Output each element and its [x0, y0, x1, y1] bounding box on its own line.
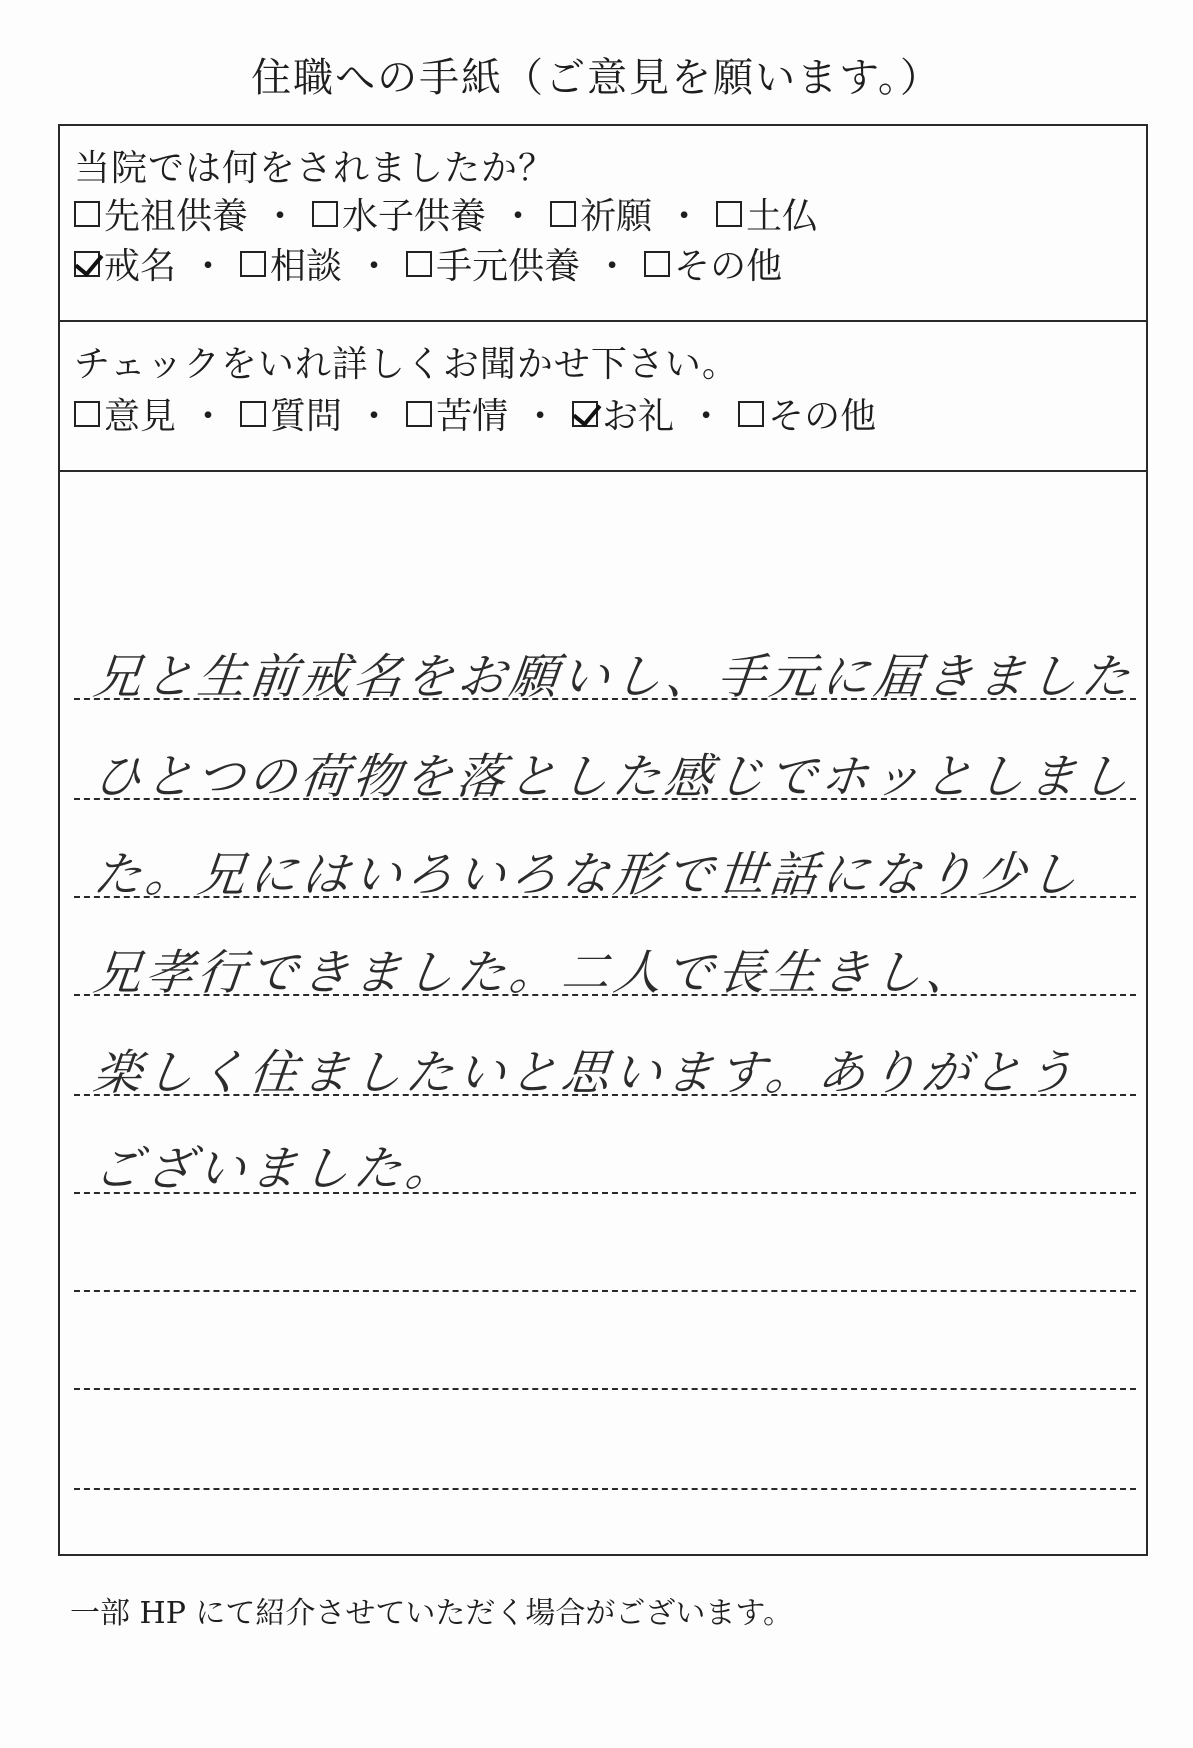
feedback-question: チェックをいれ詳しくお聞かせ下さい。 [74, 344, 739, 385]
checkbox-checked[interactable] [74, 251, 100, 277]
message-line-1: 兄と生前戒名をお願いし、手元に届きました [90, 649, 1137, 705]
option-kigan[interactable]: 祈願 [550, 188, 652, 239]
option-sonota-2[interactable]: その他 [738, 388, 876, 439]
option-senzo-kuyou[interactable]: 先祖供養 [74, 188, 248, 239]
ruled-line [74, 1388, 1136, 1390]
checkbox[interactable] [74, 401, 100, 427]
message-line-3: た。兄にはいろいろな形で世話になり少し [90, 847, 1085, 903]
message-line-6: ございました。 [90, 1141, 461, 1197]
checkbox[interactable] [716, 201, 742, 227]
checkbox-checked[interactable] [572, 401, 598, 427]
service-question: 当院では何をされましたか？ [74, 148, 556, 189]
message-line-5: 楽しく住ましたいと思います。ありがとう [90, 1045, 1081, 1101]
option-soudan[interactable]: 相談 [240, 238, 342, 289]
option-shitsumon[interactable]: 質問 [240, 388, 342, 439]
ruled-line [74, 1290, 1136, 1292]
checkbox[interactable] [74, 201, 100, 227]
checkbox[interactable] [240, 251, 266, 277]
option-kujou[interactable]: 苦情 [406, 388, 508, 439]
option-mizuko-kuyou[interactable]: 水子供養 [312, 188, 486, 239]
feedback-section [60, 322, 1146, 472]
service-options-row-2: 戒名 ・ 相談 ・ 手元供養 ・ その他 [74, 238, 782, 289]
letter-form [58, 124, 1148, 1556]
letter-title: 住職への手紙（ご意見を願います。） [251, 55, 942, 101]
option-orei[interactable]: お礼 [572, 388, 674, 439]
checkbox[interactable] [406, 401, 432, 427]
ruled-line [74, 1488, 1136, 1490]
checkbox[interactable] [738, 401, 764, 427]
checkbox[interactable] [406, 251, 432, 277]
message-area[interactable] [74, 526, 1136, 1546]
service-section [60, 126, 1146, 322]
checkbox[interactable] [550, 201, 576, 227]
option-dobutsu[interactable]: 土仏 [716, 188, 818, 239]
message-line-2: ひとつの荷物を落とした感じでホッとしまし [90, 749, 1136, 805]
service-options-row-1: 先祖供養 ・ 水子供養 ・ 祈願 ・ 土仏 [74, 188, 818, 239]
option-sonota[interactable]: その他 [644, 238, 782, 289]
option-kaimyou[interactable]: 戒名 [74, 238, 176, 289]
option-temoto-kuyou[interactable]: 手元供養 [406, 238, 580, 289]
checkbox[interactable] [312, 201, 338, 227]
checkbox[interactable] [644, 251, 670, 277]
feedback-options-row: 意見 ・ 質問 ・ 苦情 ・ お礼 ・ その他 [74, 388, 876, 439]
message-line-4: 兄孝行できました。二人で長生きし、 [90, 945, 981, 1001]
footer-note: 一部 HP にて紹介させていただく場合がございます。 [70, 1596, 794, 1631]
checkbox[interactable] [240, 401, 266, 427]
option-iken[interactable]: 意見 [74, 388, 176, 439]
